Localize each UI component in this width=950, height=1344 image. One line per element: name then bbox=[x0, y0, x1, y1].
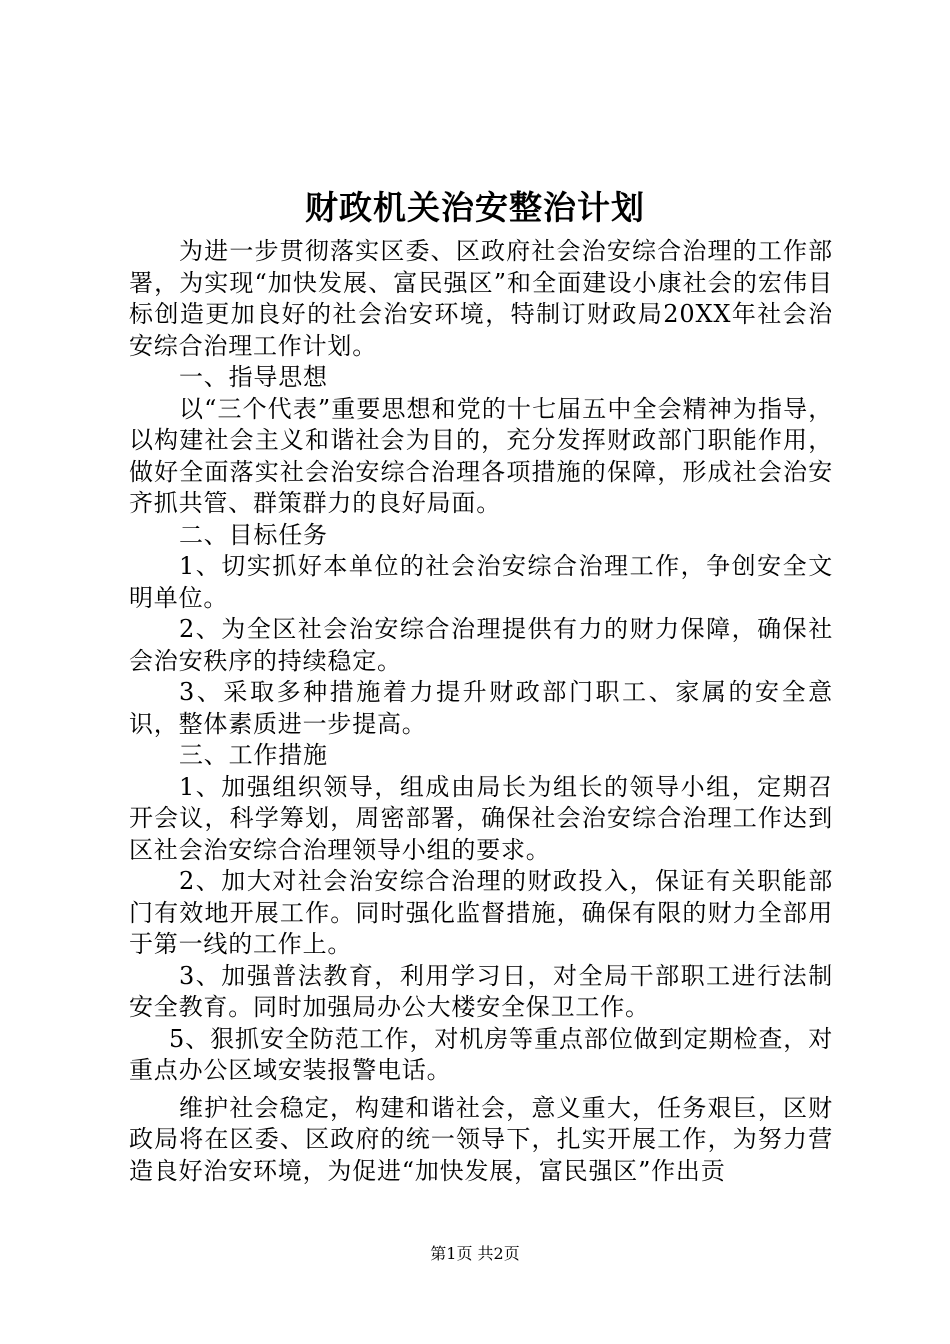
measure-item-3: 3、加强普法教育，利用学习日，对全局干部职工进行法制安全教育。同时加强局办公大楼安全保卫工作。 bbox=[129, 961, 833, 1021]
document-body bbox=[129, 236, 833, 1187]
page-footer: 第1页 共2页 bbox=[430, 1244, 520, 1263]
section-heading-measures: 三、工作措施 bbox=[179, 741, 328, 769]
goal-item-2: 2、为全区社会治安综合治理提供有力的财力保障，确保社会治安秩序的持续稳定。 bbox=[129, 615, 833, 675]
goal-item-1: 1、切实抓好本单位的社会治安综合治理工作，争创安全文明单位。 bbox=[129, 552, 833, 612]
closing-paragraph: 维护社会稳定，构建和谐社会，意义重大，任务艰巨，区财政局将在区委、区政府的统一领导下，扎实开展工作，为努力营造良好治安环境，为促进“加快发展，富民强区”作出贡 bbox=[129, 1093, 833, 1185]
page-title: 财政机关治安整治计划 bbox=[305, 188, 645, 227]
measure-item-5: 5、狠抓安全防范工作，对机房等重点部位做到定期检查，对重点办公区域安装报警电话。 bbox=[129, 1024, 833, 1084]
section-heading-guiding-ideology: 一、指导思想 bbox=[179, 363, 328, 391]
goal-item-3: 3、采取多种措施着力提升财政部门职工、家属的安全意识，整体素质进一步提高。 bbox=[129, 678, 833, 738]
section-heading-goals: 二、目标任务 bbox=[179, 520, 328, 549]
measure-item-2: 2、加大对社会治安综合治理的财政投入，保证有关职能部门有效地开展工作。同时强化监督措施，确保有限的财力全部用于第一线的工作上。 bbox=[129, 867, 833, 958]
measure-item-1: 1、加强组织领导，组成由局长为组长的领导小组，定期召开会议，科学筹划，周密部署，确保社会治安综合治理工作达到区社会治安综合治理领导小组的要求。 bbox=[129, 772, 833, 864]
intro-paragraph: 为进一步贯彻落实区委、区政府社会治安综合治理的工作部署，为实现“加快发展、富民强区”和全面建设小康社会的宏伟目标创造更加良好的社会治安环境，特制订财政局20XX年社会治安综合治理工作计划。 bbox=[129, 237, 833, 360]
guiding-ideology-paragraph: 以“三个代表”重要思想和党的十七届五中全会精神为指导，以构建社会主义和谐社会为目的，充分发挥财政部门职能作用，做好全面落实社会治安综合治理各项措施的保障，形成社会治安齐抓共管、群策群力的良好局面。 bbox=[129, 394, 833, 517]
